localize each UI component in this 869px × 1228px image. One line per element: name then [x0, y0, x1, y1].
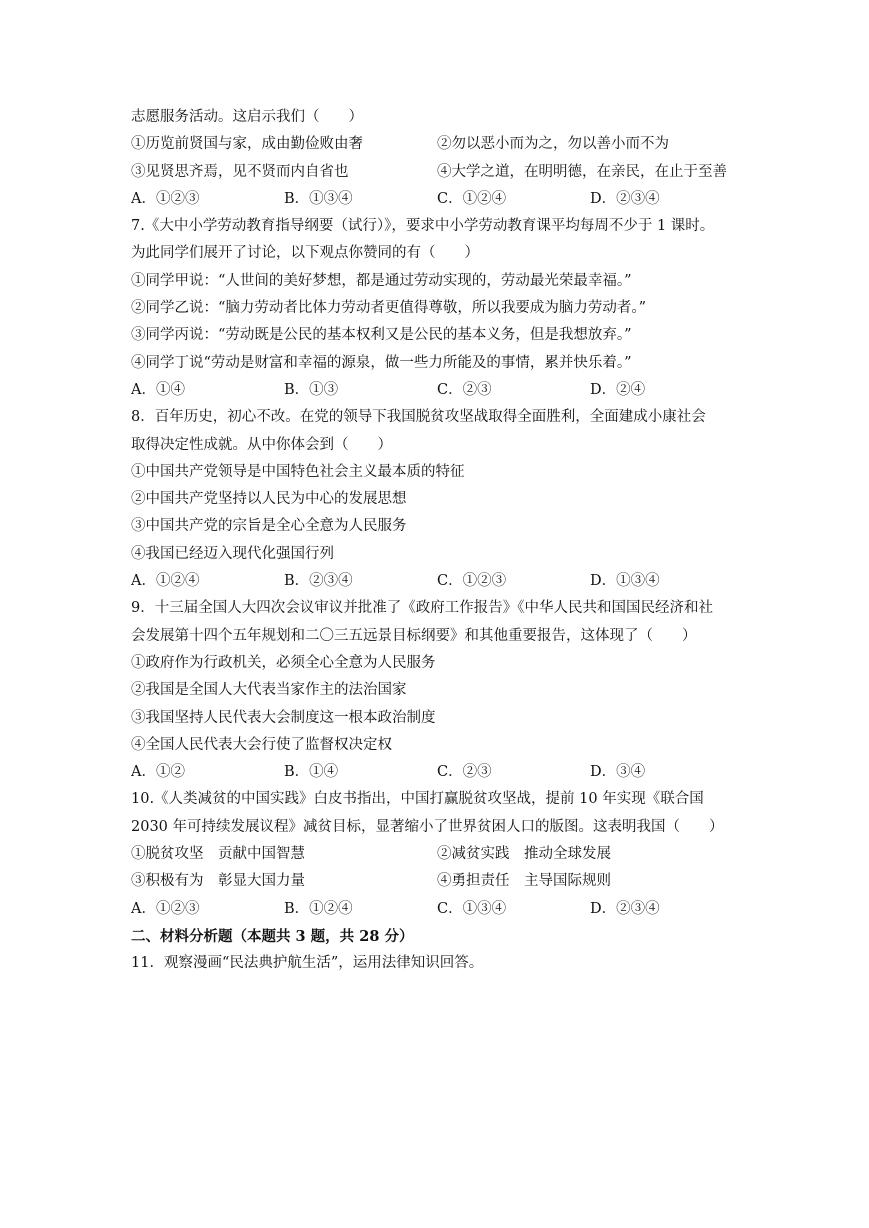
q8-stem-line-2: 取得决定性成就。从中你体会到（ ）	[131, 436, 392, 453]
q7-statement-3: ③同学丙说：“劳动既是公民的基本权利又是公民的基本义务，但是我想放弃。”	[131, 327, 632, 344]
q7-stem-line-1: 7.《大中小学劳动教育指导纲要（试行）》，要求中小学劳动教育课平均每周不少于 1 课时。	[131, 218, 715, 235]
q6-statement-2: ②勿以恶小而为之，勿以善小而不为	[437, 136, 669, 153]
q10-option-b: B．①②④	[284, 900, 353, 917]
q8-option-d: D．①③④	[590, 573, 660, 590]
q9-statement-1: ①政府作为行政机关，必须全心全意为人民服务	[131, 654, 436, 671]
q7-stem-line-2: 为此同学们展开了讨论，以下观点你赞同的有（ ）	[131, 245, 479, 262]
q9-option-c: C．②③	[437, 764, 492, 781]
q9-option-d: D．③④	[590, 764, 646, 781]
q10-option-d: D．②③④	[590, 900, 660, 917]
q10-statements-row-2	[131, 868, 743, 895]
q7-statement-2: ②同学乙说：“脑力劳动者比体力劳动者更值得尊敬，所以我要成为脑力劳动者。”	[131, 300, 647, 317]
q8-option-c: C．①②③	[437, 573, 507, 590]
q8-stem-line-1: 8．百年历史，初心不改。在党的领导下我国脱贫攻坚战取得全面胜利，全面建成小康社会	[131, 409, 706, 426]
q9-stem-line-2: 会发展第十四个五年规划和二〇三五远景目标纲要》和其他重要报告，这体现了（ ）	[131, 627, 697, 644]
q9-statement-4: ④全国人民代表大会行使了监督权决定权	[131, 736, 392, 753]
q7-option-b: B．①③	[284, 381, 339, 398]
q6-statement-4: ④大学之道，在明明德，在亲民，在止于至善	[437, 163, 727, 180]
q9-options	[131, 759, 743, 786]
q10-stem-line-1: 10.《人类减贫的中国实践》白皮书指出，中国打赢脱贫攻坚战，提前 10 年实现《联合国	[131, 791, 704, 808]
q10-option-a: A．①②③	[131, 900, 200, 917]
q8-statement-3: ③中国共产党的宗旨是全心全意为人民服务	[131, 518, 407, 535]
q9-stem-line-1: 9．十三届全国人大四次会议审议并批准了《政府工作报告》《中华人民共和国国民经济和社	[131, 600, 713, 617]
q9-option-a: A．①②	[131, 764, 185, 781]
q10-stem-line-2: 2030 年可持续发展议程》减贫目标，显著缩小了世界贫困人口的版图。这表明我国（ ）	[131, 818, 724, 835]
q10-statement-2: ②减贫实践 推动全球发展	[437, 846, 611, 863]
q6-statements-row-1	[131, 131, 743, 158]
q7-statement-1: ①同学甲说：“人世间的美好梦想，都是通过劳动实现的，劳动最光荣最幸福。”	[131, 272, 632, 289]
q9-option-b: B．①④	[284, 764, 339, 781]
q6-option-b: B．①③④	[284, 190, 353, 207]
q8-statement-2: ②中国共产党坚持以人民为中心的发展思想	[131, 491, 407, 508]
q10-options	[131, 896, 743, 923]
q6-stem-tail: 志愿服务活动。这启示我们（ ）	[131, 109, 363, 125]
q11-stem: 11．观察漫画“民法典护航生活”，运用法律知识回答。	[131, 955, 484, 972]
q7-option-d: D．②④	[590, 381, 646, 398]
q6-option-a: A．①②③	[131, 190, 200, 207]
q7-option-c: C．②③	[437, 381, 492, 398]
section-2-heading: 二、材料分析题（本题共 3 题，共 28 分）	[131, 927, 414, 945]
q8-option-a: A．①②④	[131, 573, 200, 590]
q6-statement-3: ③见贤思齐焉，见不贤而内自省也	[131, 163, 349, 180]
q9-statement-3: ③我国坚持人民代表大会制度这一根本政治制度	[131, 709, 436, 726]
q10-statement-1: ①脱贫攻坚 贡献中国智慧	[131, 846, 305, 863]
q8-statement-1: ①中国共产党领导是中国特色社会主义最本质的特征	[131, 463, 465, 480]
q7-options	[131, 377, 743, 404]
q10-statement-4: ④勇担责任 主导国际规则	[437, 873, 611, 890]
q8-option-b: B．②③④	[284, 573, 353, 590]
q6-options	[131, 186, 743, 213]
q7-option-a: A．①④	[131, 381, 185, 398]
q10-statements-row-1	[131, 841, 743, 868]
q8-statement-4: ④我国已经迈入现代化强国行列	[131, 545, 334, 562]
exam-page	[131, 104, 743, 978]
q7-statement-4: ④同学丁说“劳动是财富和幸福的源泉，做一些力所能及的事情，累并快乐着。”	[131, 354, 632, 371]
q6-option-d: D．②③④	[590, 190, 660, 207]
q6-option-c: C．①②④	[437, 190, 507, 207]
q10-option-c: C．①③④	[437, 900, 507, 917]
q8-options	[131, 568, 743, 595]
q10-statement-3: ③积极有为 彰显大国力量	[131, 873, 305, 890]
q6-statement-1: ①历览前贤国与家，成由勤俭败由奢	[131, 136, 363, 153]
q6-statements-row-2	[131, 159, 743, 186]
q9-statement-2: ②我国是全国人大代表当家作主的法治国家	[131, 682, 407, 699]
